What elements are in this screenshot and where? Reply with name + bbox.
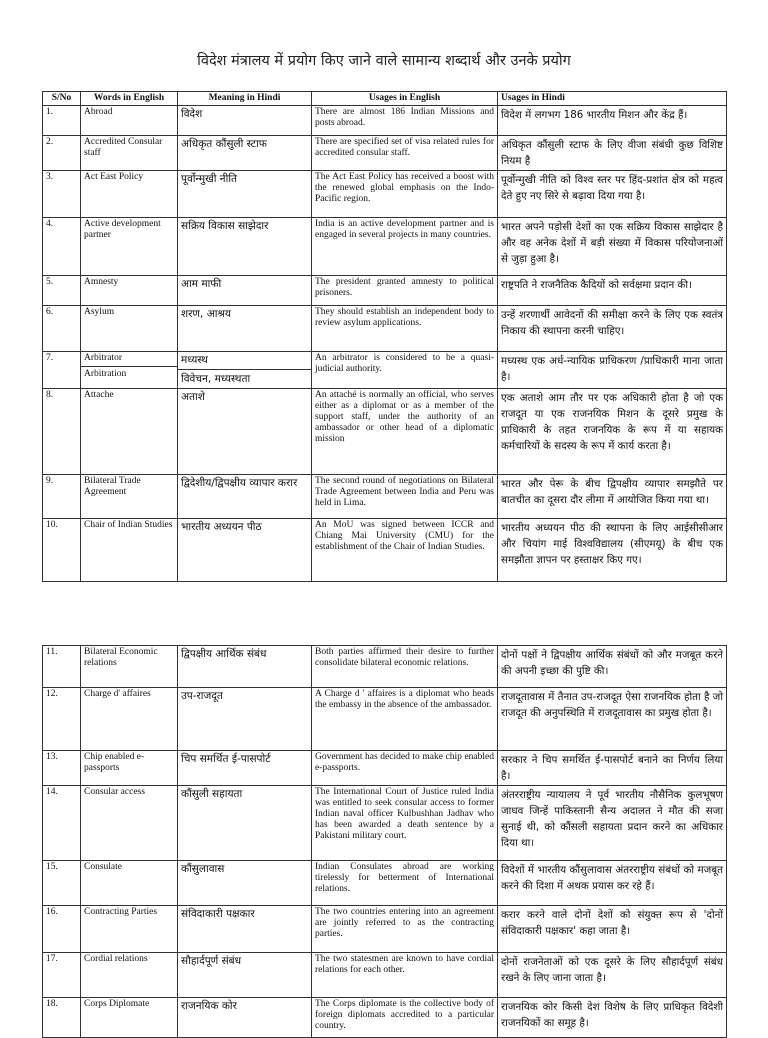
cell-usage-english: An attaché is normally an official, who serves either as a diplomat or as a member of the support staff, under the authority of an ambassador or other head of a diplomatic mission [312, 389, 498, 475]
cell-sno: 10. [43, 519, 81, 582]
cell-sno: 17. [43, 953, 81, 998]
cell-usage-english: The International Court of Justice ruled India was entitled to seek consular access to former Indian naval officer Kulbushhan Jadhav who has been awarded a death sentence by a Pakistani military court. [312, 786, 498, 861]
cell-usage-english: The second round of negotiations on Bilateral Trade Agreement between India and Peru was held in Lima. [312, 475, 498, 519]
cell-sno: 15. [43, 861, 81, 906]
cell-word-english: Attache [81, 389, 178, 475]
table-row [43, 106, 727, 136]
cell-word-english: Cordial relations [81, 953, 178, 998]
cell-sno: 6. [43, 306, 81, 352]
table-row [43, 389, 727, 475]
cell-word-english: Abroad [81, 106, 178, 136]
cell-meaning-hindi: सक्रिय विकास साझेदार [178, 218, 312, 276]
table-row [43, 136, 727, 171]
cell-word-english: Consulate [81, 861, 178, 906]
cell-word-english: Asylum [81, 306, 178, 352]
cell-sno: 2. [43, 136, 81, 171]
cell-sno: 8. [43, 389, 81, 475]
cell-meaning-hindi: अताशे [178, 389, 312, 475]
cell-word-english: Accredited Consular staff [81, 136, 178, 171]
cell-usage-hindi: राष्ट्रपति ने राजनैतिक कैदियों को सर्वक्षमा प्रदान की। [498, 276, 727, 306]
cell-usage-hindi: विदेशों में भारतीय कौंसुलावास अंतरराष्ट्रीय संबंधों को मजबूत करने की दिशा में अथक प्रयास कर रहे हैं। [498, 861, 727, 906]
cell-word-english [81, 352, 178, 389]
cell-word-english: Act East Policy [81, 171, 178, 218]
cell-meaning-hindi: द्विदेशीय/द्विपक्षीय व्यापार करार [178, 475, 312, 519]
cell-sno: 18. [43, 998, 81, 1038]
cell-usage-english: An MoU was signed between ICCR and Chiang Mai University (CMU) for the establishment of the Chair of Indian Studies. [312, 519, 498, 582]
header-sno: S/No [43, 92, 81, 106]
cell-word-english: Chair of Indian Studies [81, 519, 178, 582]
cell-meaning-hindi: अधिकृत कौंसुली स्टाफ [178, 136, 312, 171]
cell-usage-hindi: उन्हें शरणार्थी आवेदनों की समीक्षा करने के लिए एक स्वतंत्र निकाय की स्थापना करनी चाहिए। [498, 306, 727, 352]
cell-meaning-hindi: उप-राजदूत [178, 688, 312, 751]
cell-meaning-hindi: संविदाकारी पक्षकार [178, 906, 312, 953]
cell-usage-english: There are almost 186 Indian Missions and posts abroad. [312, 106, 498, 136]
cell-sno: 16. [43, 906, 81, 953]
cell-word-english: Active development partner [81, 218, 178, 276]
cell-usage-english: Both parties affirmed their desire to further consolidate bilateral economic relations. [312, 646, 498, 688]
cell-word-english: Amnesty [81, 276, 178, 306]
cell-word-english: Bilateral Trade Agreement [81, 475, 178, 519]
table-row [43, 688, 727, 751]
cell-sno: 13. [43, 751, 81, 786]
cell-usage-english: The two countries entering into an agreement are jointly referred to as the contracting parties. [312, 906, 498, 953]
table-row [43, 861, 727, 906]
cell-word-english: Contracting Parties [81, 906, 178, 953]
table-row [43, 906, 727, 953]
cell-usage-hindi: भारत और पेरू के बीच द्विपक्षीय व्यापार समझौते पर बातचीत का दूसरा दौर लीमा में आयोजित किया गया था। [498, 475, 727, 519]
word-arbitration: Arbitration [81, 366, 177, 380]
cell-usage-hindi: राजनयिक कोर किसी देश विशेष के लिए प्राधिकृत विदेशी राजनयिकों का समूह है। [498, 998, 727, 1038]
table-row [43, 786, 727, 861]
cell-usage-english: A Charge d ' affaires is a diplomat who heads the embassy in the absence of the ambassador. [312, 688, 498, 751]
cell-word-english: Bilateral Economic relations [81, 646, 178, 688]
table-row [43, 475, 727, 519]
cell-sno: 14. [43, 786, 81, 861]
cell-usage-hindi: करार करने वाले दोनों देशों को संयुक्त रूप से 'दोनों संविदाकारी पक्षकार' कहा जाता है। [498, 906, 727, 953]
cell-sno: 11. [43, 646, 81, 688]
cell-word-english: Consular access [81, 786, 178, 861]
cell-usage-english: The president granted amnesty to political prisoners. [312, 276, 498, 306]
cell-usage-hindi: भारतीय अध्ययन पीठ की स्थापना के लिए आईसीसीआर और चियांग माई विश्वविद्यालय (सीएमयू) के बीच एक समझौता ज्ञापन पर हस्ताक्षर किए गए। [498, 519, 727, 582]
cell-sno: 3. [43, 171, 81, 218]
cell-meaning-hindi: पूर्वोन्मुखी नीति [178, 171, 312, 218]
glossary-table-2 [42, 645, 727, 1038]
meaning-arbitrator: मध्यस्थ [181, 354, 208, 366]
cell-usage-english: An arbitrator is considered to be a quasi-judicial authority. [312, 352, 498, 389]
cell-usage-hindi: भारत अपने पड़ोसी देशों का एक सक्रिय विकास साझेदार है और वह अनेक देशों में बड़ी संख्या में विकास परियोजनाओं से जुड़ा हुआ है। [498, 218, 727, 276]
cell-sno: 5. [43, 276, 81, 306]
cell-usage-hindi: दोनों राजनेताओं को एक दूसरे के लिए सौहार्दपूर्ण संबंध रखने के लिए जाना जाता है। [498, 953, 727, 998]
cell-meaning-hindi: शरण, आश्रय [178, 306, 312, 352]
cell-usage-hindi: मध्यस्थ एक अर्ध-न्यायिक प्राधिकरण /प्राधिकारी माना जाता है। [498, 352, 727, 389]
cell-usage-english: India is an active development partner and is engaged in several projects in many countries. [312, 218, 498, 276]
cell-sno: 1. [43, 106, 81, 136]
header-usages-hindi: Usages in Hindi [498, 92, 727, 106]
table-row [43, 646, 727, 688]
table-row [43, 306, 727, 352]
cell-usage-hindi: राजदूतावास में तैनात उप-राजदूत ऐसा राजनयिक होता है जो राजदूत की अनुपस्थिति में राजदूतावास का प्रमुख होता है। [498, 688, 727, 751]
cell-usage-english: The Corps diplomate is the collective body of foreign diplomats accredited to a particular country. [312, 998, 498, 1038]
cell-usage-english: Government has decided to make chip enabled e-passports. [312, 751, 498, 786]
meaning-arbitration: विवेचन, मध्यस्थता [178, 369, 311, 386]
cell-word-english: Chip enabled e-passports [81, 751, 178, 786]
table-row [43, 751, 727, 786]
table-row [43, 218, 727, 276]
cell-meaning-hindi: राजनयिक कोर [178, 998, 312, 1038]
cell-meaning-hindi: विदेश [178, 106, 312, 136]
cell-usage-english: There are specified set of visa related rules for accredited consular staff. [312, 136, 498, 171]
cell-meaning-hindi: आम माफी [178, 276, 312, 306]
cell-usage-hindi: अंतरराष्ट्रीय न्यायालय ने पूर्व भारतीय नौसैनिक कुलभूषण जाधव जिन्हें पाकिस्तानी सैन्य अदालत ने मौत की सजा सुनाई थी, को कौंसली सहायता प्रदान करने का अधिकार दिया था। [498, 786, 727, 861]
cell-sno: 9. [43, 475, 81, 519]
header-usages-english: Usages in English [312, 92, 498, 106]
cell-meaning-hindi: कौंसुली सहायता [178, 786, 312, 861]
cell-meaning-hindi [178, 352, 312, 389]
table-row [43, 519, 727, 582]
header-meaning-hindi: Meaning in Hindi [178, 92, 312, 106]
cell-meaning-hindi: भारतीय अध्ययन पीठ [178, 519, 312, 582]
cell-usage-hindi: सरकार ने चिप समर्थित ई-पासपोर्ट बनाने का निर्णय लिया है। [498, 751, 727, 786]
cell-word-english: Corps Diplomate [81, 998, 178, 1038]
cell-usage-hindi: विदेश में लगभग 186 भारतीय मिशन और केंद्र हैं। [498, 106, 727, 136]
table-row [43, 352, 727, 389]
table-row [43, 998, 727, 1038]
cell-sno: 4. [43, 218, 81, 276]
cell-usage-english: Indian Consulates abroad are working tirelessly for betterment of International relations. [312, 861, 498, 906]
cell-meaning-hindi: चिप समर्थित ई-पासपोर्ट [178, 751, 312, 786]
cell-usage-english: The two statesmen are known to have cordial relations for each other. [312, 953, 498, 998]
cell-usage-hindi: पूर्वोन्मुखी नीति को विश्व स्तर पर हिंद-प्रशांत क्षेत्र को महत्व देते हुए नए सिरे से बढ़ावा दिया गया है। [498, 171, 727, 218]
table-header-row [43, 92, 727, 106]
table-row [43, 276, 727, 306]
cell-meaning-hindi: सौहार्दपूर्ण संबंध [178, 953, 312, 998]
table-row [43, 953, 727, 998]
cell-meaning-hindi: द्विपक्षीय आर्थिक संबंध [178, 646, 312, 688]
glossary-table-1 [42, 91, 727, 582]
cell-word-english: Charge d' affaires [81, 688, 178, 751]
table-row [43, 171, 727, 218]
header-words-english: Words in English [81, 92, 178, 106]
cell-sno: 12. [43, 688, 81, 751]
cell-meaning-hindi: कौंसुलावास [178, 861, 312, 906]
cell-usage-hindi: दोनों पक्षों ने द्विपक्षीय आर्थिक संबंधों को और मजबूत करने की अपनी इच्छा की पुष्टि की। [498, 646, 727, 688]
cell-usage-english: They should establish an independent body to review asylum applications. [312, 306, 498, 352]
document-title: विदेश मंत्रालय में प्रयोग किए जाने वाले सामान्य शब्दार्थ और उनके प्रयोग [197, 53, 571, 69]
word-arbitrator: Arbitrator [84, 353, 122, 363]
cell-sno: 7. [43, 352, 81, 389]
cell-usage-hindi: अधिकृत कौंसुली स्टाफ के लिए वीजा संबंधी कुछ विशिष्ट नियम है [498, 136, 727, 171]
cell-usage-english: The Act East Policy has received a boost with the renewed global emphasis on the Indo-Pacific region. [312, 171, 498, 218]
cell-usage-hindi: एक अताशे आम तौर पर एक अधिकारी होता है जो एक राजदूत या एक राजनयिक मिशन के दूसरे प्रमुख के प्राधिकारी के तहत राजनयिक के रूप में या सहायक कर्मचारियों के सदस्य के रूप में कार्य करता है। [498, 389, 727, 475]
